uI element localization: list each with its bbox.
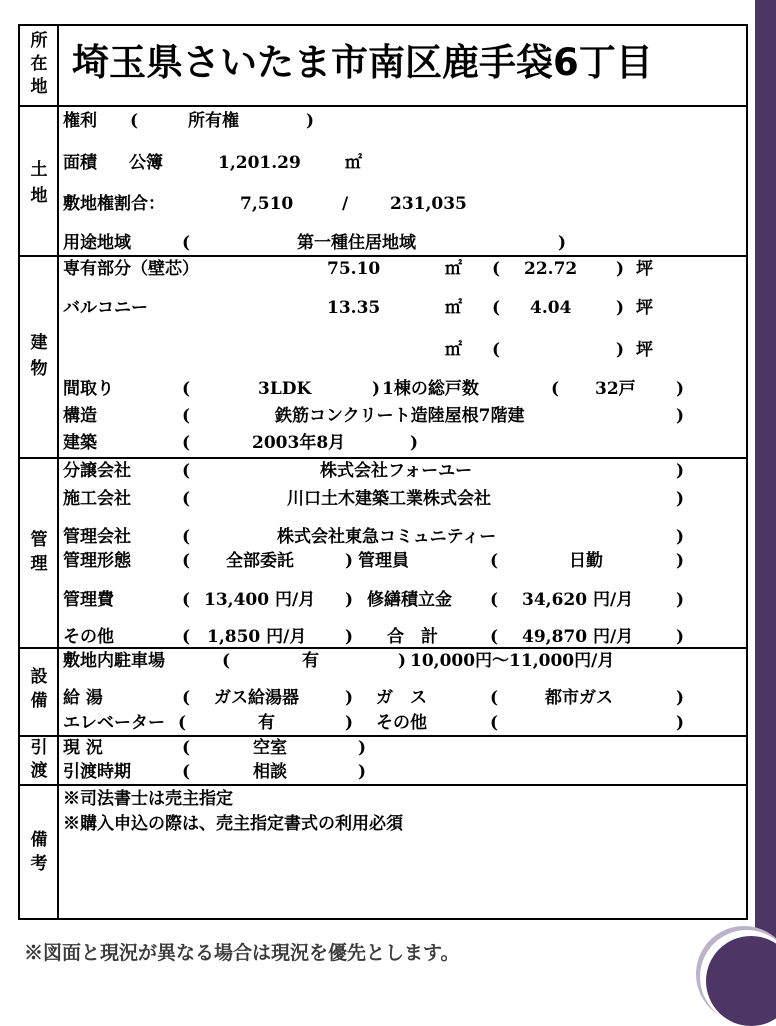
mgmt-company-value: 株式会社東急コミュニティー bbox=[277, 527, 497, 547]
facilities-label: 設備 bbox=[30, 667, 48, 711]
mgmt-type-value: 全部委託 bbox=[226, 551, 294, 571]
paren-close: ) bbox=[676, 713, 685, 733]
total-fee-value: 49,870 円/月 bbox=[522, 627, 634, 647]
paren-close: ) bbox=[616, 340, 625, 360]
rights-value: 所有権 bbox=[188, 111, 239, 131]
paren-close: ) bbox=[676, 461, 685, 481]
elevator-value: 有 bbox=[258, 713, 275, 733]
zoning-label: 用途地域 bbox=[63, 233, 131, 253]
paren-close: ) bbox=[372, 379, 381, 399]
share-numerator: 7,510 bbox=[240, 194, 294, 214]
facilities-other-label: その他 bbox=[376, 713, 427, 733]
right-accent-bar bbox=[755, 0, 776, 982]
current-status-label: 現 況 bbox=[63, 738, 103, 758]
paren-open: ( bbox=[178, 713, 187, 733]
remarks-label: 備考 bbox=[30, 830, 48, 874]
paren-close: ) bbox=[676, 688, 685, 708]
address-label: 所在地 bbox=[30, 31, 48, 97]
row-divider bbox=[18, 255, 748, 257]
paren-open: ( bbox=[490, 551, 499, 571]
repair-fund-value: 34,620 円/月 bbox=[522, 590, 634, 610]
paren-open: ( bbox=[492, 298, 501, 318]
land-label: 土地 bbox=[30, 160, 48, 206]
paren-close: ) bbox=[676, 527, 685, 547]
built-value: 2003年8月 bbox=[252, 433, 346, 453]
row-divider bbox=[18, 784, 748, 786]
tsubo-unit: 坪 bbox=[636, 259, 653, 279]
area-register: 公簿 bbox=[129, 153, 163, 173]
paren-open: ( bbox=[182, 688, 191, 708]
paren-close: ) bbox=[676, 489, 685, 509]
balcony-m2: 13.35 bbox=[327, 298, 381, 318]
handover-label: 引渡 bbox=[30, 738, 48, 781]
paren-close: ) bbox=[616, 298, 625, 318]
paren-close: ) bbox=[345, 713, 354, 733]
row-divider bbox=[18, 647, 748, 649]
builder-value: 川口土木建築工業株式会社 bbox=[287, 489, 491, 509]
repair-fund-label: 修繕積立金 bbox=[367, 590, 452, 610]
management-label: 管理 bbox=[30, 530, 48, 574]
manager-label: 管理員 bbox=[358, 551, 409, 571]
paren-close: ) bbox=[358, 738, 367, 758]
remark-line-2: ※購入申込の際は、売主指定書式の利用必須 bbox=[63, 814, 403, 834]
tsubo-unit: 坪 bbox=[636, 340, 653, 360]
paren-open: ( bbox=[551, 379, 560, 399]
parking-label: 敷地内駐車場 bbox=[63, 651, 165, 671]
paren-open: ( bbox=[182, 379, 191, 399]
paren-close: ) bbox=[676, 590, 685, 610]
paren-open: ( bbox=[182, 762, 191, 782]
area-label: 面積 bbox=[63, 153, 97, 173]
paren-open: ( bbox=[130, 111, 139, 131]
private-area-tsubo: 22.72 bbox=[524, 259, 578, 279]
paren-close: ) bbox=[558, 233, 567, 253]
fee-label: 管理費 bbox=[63, 590, 114, 610]
balcony-tsubo: 4.04 bbox=[530, 298, 572, 318]
paren-close: ) bbox=[676, 551, 685, 571]
parking-value: 有 bbox=[302, 651, 319, 671]
row-divider bbox=[18, 105, 748, 107]
hot-water-label: 給 湯 bbox=[63, 688, 103, 708]
page-curl-decoration bbox=[706, 936, 776, 1026]
private-area-m2: 75.10 bbox=[327, 259, 381, 279]
remark-line-1: ※司法書士は売主指定 bbox=[63, 789, 233, 809]
m2-unit: ㎡ bbox=[445, 340, 462, 360]
balcony-label: バルコニー bbox=[63, 298, 148, 318]
built-label: 建築 bbox=[63, 433, 97, 453]
paren-open: ( bbox=[182, 527, 191, 547]
footer-note: ※図面と現況が異なる場合は現況を優先とします。 bbox=[24, 942, 460, 964]
share-label: 敷地権割合： bbox=[63, 194, 165, 214]
area-unit: ㎡ bbox=[345, 153, 362, 173]
paren-open: ( bbox=[222, 651, 231, 671]
gas-label: ガ ス bbox=[376, 688, 427, 708]
paren-close: ) bbox=[616, 259, 625, 279]
paren-close: ) bbox=[410, 433, 419, 453]
paren-open: ( bbox=[182, 406, 191, 426]
developer-label: 分譲会社 bbox=[63, 461, 131, 481]
share-slash: / bbox=[342, 194, 349, 214]
mgmt-type-label: 管理形態 bbox=[63, 551, 131, 571]
paren-open: ( bbox=[182, 551, 191, 571]
paren-open: ( bbox=[490, 713, 499, 733]
paren-open: ( bbox=[182, 489, 191, 509]
other-fee-value: 1,850 円/月 bbox=[207, 627, 307, 647]
structure-label: 構造 bbox=[63, 406, 97, 426]
paren-close: ) bbox=[358, 762, 367, 782]
private-area-label: 専有部分（壁芯） bbox=[63, 259, 199, 279]
paren-close: ) bbox=[676, 379, 685, 399]
building-label: 建物 bbox=[30, 333, 48, 379]
paren-close: ) bbox=[676, 406, 685, 426]
builder-label: 施工会社 bbox=[63, 489, 131, 509]
paren-close: ) bbox=[345, 590, 354, 610]
mgmt-company-label: 管理会社 bbox=[63, 527, 131, 547]
developer-value: 株式会社フォーユー bbox=[320, 461, 473, 481]
area-value: 1,201.29 bbox=[218, 153, 301, 173]
m2-unit: ㎡ bbox=[445, 259, 462, 279]
total-units-label: 1棟の総戸数 bbox=[382, 379, 479, 399]
total-fee-label: 合 計 bbox=[387, 627, 438, 647]
fee-value: 13,400 円/月 bbox=[204, 590, 316, 610]
paren-close: ) bbox=[676, 627, 685, 647]
paren-close: ) bbox=[345, 551, 354, 571]
tsubo-unit: 坪 bbox=[636, 298, 653, 318]
paren-open: ( bbox=[490, 627, 499, 647]
layout-label: 間取り bbox=[63, 379, 114, 399]
handover-timing-value: 相談 bbox=[253, 762, 287, 782]
current-status-value: 空室 bbox=[253, 738, 287, 758]
address-value: 埼玉県さいたま市南区鹿手袋6丁目 bbox=[72, 41, 653, 84]
share-denominator: 231,035 bbox=[390, 194, 467, 214]
parking-price: 10,000円～11,000円/月 bbox=[410, 651, 615, 671]
paren-open: ( bbox=[182, 433, 191, 453]
paren-open: ( bbox=[492, 259, 501, 279]
paren-open: ( bbox=[182, 738, 191, 758]
paren-open: ( bbox=[182, 627, 191, 647]
paren-open: ( bbox=[490, 590, 499, 610]
row-divider bbox=[18, 735, 748, 737]
other-fee-label: その他 bbox=[63, 627, 114, 647]
paren-open: ( bbox=[490, 688, 499, 708]
paren-open: ( bbox=[182, 233, 191, 253]
zoning-value: 第一種住居地域 bbox=[297, 233, 416, 253]
paren-close: ) bbox=[306, 111, 315, 131]
paren-open: ( bbox=[492, 340, 501, 360]
structure-value: 鉄筋コンクリート造陸屋根7階建 bbox=[275, 406, 525, 426]
rights-label: 権利 bbox=[63, 111, 97, 131]
handover-timing-label: 引渡時期 bbox=[63, 762, 131, 782]
gas-value: 都市ガス bbox=[545, 688, 613, 708]
paren-open: ( bbox=[182, 590, 191, 610]
paren-close: ) bbox=[345, 627, 354, 647]
hot-water-value: ガス給湯器 bbox=[214, 688, 299, 708]
paren-open: ( bbox=[182, 461, 191, 481]
elevator-label: エレベーター bbox=[63, 713, 165, 733]
manager-value: 日勤 bbox=[569, 551, 603, 571]
m2-unit: ㎡ bbox=[445, 298, 462, 318]
total-units-value: 32戸 bbox=[595, 379, 636, 399]
layout-value: 3LDK bbox=[258, 379, 312, 399]
row-divider bbox=[18, 457, 748, 459]
paren-close: ) bbox=[345, 688, 354, 708]
paren-close: ) bbox=[398, 651, 407, 671]
